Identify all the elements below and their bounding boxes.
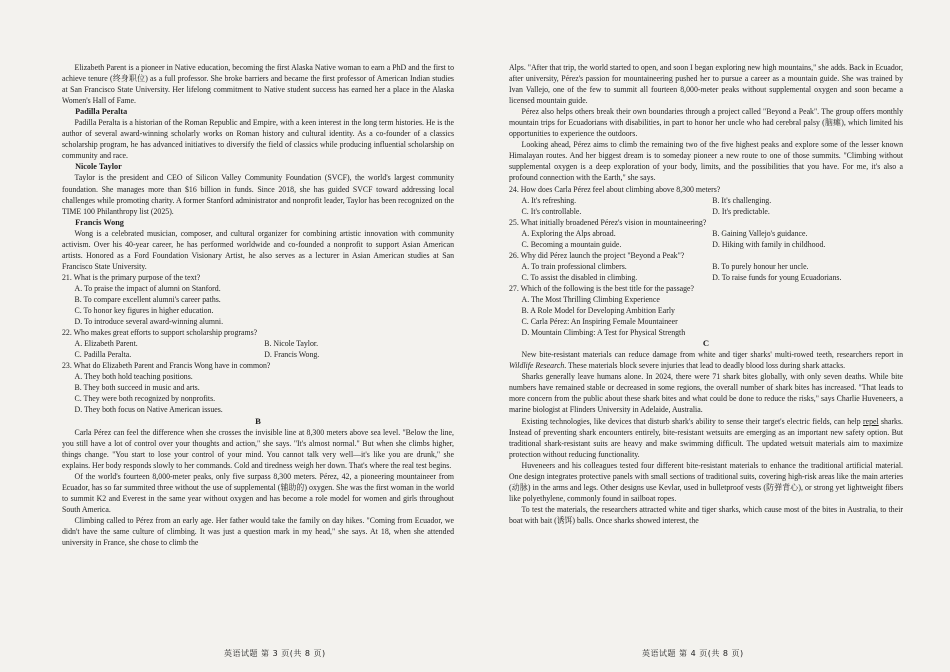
passage-b-p2: Of the world's fourteen 8,000-meter peaks, only five surpass 8,300 meters. Pérez, 42, a pioneering mountaineer from Ecuador, has so far summited three without the use of supplemental (辅助的) oxygen. She was the first woman in the world to summit K2 and Everest in the same year without oxygen and has become a role model for women and girls throughout South America. — [62, 471, 454, 514]
wong-heading: Francis Wong — [75, 217, 124, 227]
option-21d: D. To introduce several award-winning alumni. — [74, 317, 224, 327]
option-22a: A. Elizabeth Parent. — [74, 339, 138, 349]
option-25d: D. Hiking with family in childhood. — [712, 239, 826, 249]
passage-c-p5: To test the materials, the researchers attracted white and tiger sharks, which cause most of the bites in Australia, to their boat with bait (诱饵) balls. Once sharks showed interest, the — [509, 504, 903, 525]
option-24b: B. It's challenging. — [712, 195, 772, 205]
question-23: 23. What do Elizabeth Parent and Francis Wong have in common? — [62, 361, 271, 371]
option-23a: A. They both hold teaching positions. — [74, 372, 193, 382]
option-27d: D. Mountain Climbing: A Test for Physical Strength — [521, 328, 686, 338]
page-4-footer: 英语试题 第 4 页(共 8 页) — [642, 649, 744, 658]
passage-c-p1-start: New bite-resistant materials can reduce damage from white and tiger sharks' multi-rowed teeth, researchers report in — [521, 350, 903, 360]
option-21a: A. To praise the impact of alumni on Stanford. — [74, 283, 221, 293]
taylor-heading: Nicole Taylor — [75, 162, 122, 172]
option-24d: D. It's predictable. — [712, 206, 770, 216]
option-21c: C. To honor key figures in higher education. — [74, 306, 214, 316]
option-24a: A. It's refreshing. — [521, 195, 577, 205]
wong-bio: Wong is a celebrated musician, composer, and cultural organizer for combining artistic innovation with community activism. Over his 40-year career, he has performed worldwide and co-founded a nonprofit to support Asian American artists. Honored as a Ford Foundation Visionary Artist, he also serves as a lecturer in Asian American studies at San Francisco State University. — [62, 228, 454, 271]
taylor-bio: Taylor is the president and CEO of Silicon Valley Community Foundation (SVCF), the world's largest community foundation. She manages more than $16 billion in funds. Since 2018, she has guided SVCF toward addressing local challenges while promoting charity. A former Stanford administrator and nonprofit leader, Taylor has been recognized on the TIME 100 Philanthropy list (2025). — [62, 173, 454, 216]
option-27b: B. A Role Model for Developing Ambition Early — [521, 306, 675, 316]
parent-bio: Elizabeth Parent is a pioneer in Native education, becoming the first Alaska Native woman to earn a PhD and the first to achieve tenure (终身职位) as a full professor. She broke barriers and became the first professor of American Indian studies at San Francisco State University. Her lifelong commitment to Native student success has earned her a place in the Alaska Women's Hall of Fame. — [62, 63, 454, 106]
passage-c-p2: Sharks generally leave humans alone. In 2024, there were 71 shark bites globally, with only seven deaths. While bite numbers have remained stable or decreased in some regions, the overall number of shark bites has increased. "That leads to more concern from the public about these shark bites and what could be done to reduce the risks," says Charlie Huveneers, a marine biologist at Flinders University in Adelaide, Australia. — [509, 372, 903, 415]
section-b-heading: B — [255, 415, 261, 426]
option-25c: C. Becoming a mountain guide. — [521, 239, 622, 249]
passage-b-p1: Carla Pérez can feel the difference when she crosses the invisible line at 8,300 meters above sea level. "Below the line, you still have a lot of control over your thoughts and action," she says. "It's almost normal." But when she climbs higher, things change. "You start to lose your control of your mind. You cannot talk very well—it's like you are drunk," she explains. Her body responds slowly to her commands. Cold and tiredness weigh her down. That's where the real test begins. — [62, 427, 454, 470]
option-27a: A. The Most Thrilling Climbing Experience — [521, 294, 660, 304]
option-26c: C. To assist the disabled in climbing. — [521, 272, 638, 282]
option-25a: A. Exploring the Alps abroad. — [521, 228, 616, 238]
page-4-column — [509, 62, 903, 526]
section-c-heading: C — [702, 338, 710, 349]
question-23-options — [62, 371, 454, 415]
passage-c-p3-start: Existing technologies, like devices that disturb shark's ability to sense their target's electric fields, can help — [521, 416, 863, 426]
question-27: 27. Which of the following is the best title for the passage? — [509, 283, 695, 293]
option-23d: D. They both focus on Native American issues. — [74, 405, 223, 415]
passage-b-p5: Looking ahead, Pérez aims to climb the remaining two of the five highest peaks and explore some of the lesser known Himalayan routes. And her biggest dream is to someday pioneer a new route to one of those summits. "Climbing without supplemental oxygen is a deep exploration of your body, limits, and the possibilities that you have. For me, it's also a profound connection with the Earth," she says. — [509, 140, 903, 183]
option-26a: A. To train professional climbers. — [521, 261, 627, 271]
underlined-word-repel: repel — [863, 416, 879, 426]
passage-c-p1-end: . These materials block severe injuries that lead to deadly blood loss during shark attacks. — [564, 361, 846, 371]
passage-c-p4: Huveneers and his colleagues tested four different bite-resistant materials to enhance the traditional artificial material. One design integrates protective panels with small sections of traditional suits, covering high-risk areas like the main arteries (动脉) in the arms and legs. Other designs use Kevlar, used in bulletproof vests (防弹背心), or strong yet lightweight fibers like polyethylene, commonly found in sailboat ropes. — [509, 460, 903, 503]
page-3-column — [62, 62, 454, 548]
option-24c: C. It's controllable. — [521, 206, 582, 216]
question-26-options — [509, 261, 903, 283]
option-23c: C. They were both recognized by nonprofits. — [74, 394, 216, 404]
question-21-options — [62, 283, 454, 327]
peralta-bio: Padilla Peralta is a historian of the Roman Republic and Empire, with a keen interest in the long term histories. He is the author of several award-winning scholarly works on Roman history and cultural identity. As a co-founder of a classics scholarship program, he has advanced initiatives to diversify the field of classics while producing influential scholarship on community and race. — [62, 118, 454, 161]
option-22c: C. Padilla Peralta. — [74, 350, 132, 360]
passage-c-p1 — [509, 349, 903, 371]
question-22-options — [62, 338, 454, 360]
peralta-heading: Padilla Peralta — [75, 107, 128, 117]
passage-b-p3-continued: Alps. "After that trip, the world started to open, and soon I began exploring new high mountains," she adds. Back in Ecuador, after university, Pérez's passion for mountaineering pushed her to pursue a career as a mountain guide. She was trained by Ivan Vallejo, one of the few to summit all fourteen 8,000-meter peaks without supplemental oxygen and soon became a licensed mountain guide. — [509, 63, 903, 106]
question-22: 22. Who makes great efforts to support scholarship programs? — [62, 328, 258, 338]
option-26b: B. To purely honour her uncle. — [712, 261, 809, 271]
passage-b-p3: Climbing called to Pérez from an early age. Her father would take the family on day hikes. "Coming from Ecuador, we didn't have the same culture of climbing. It was just a question mark in my head," she says. At 18, when she attended university in France, she chose to climb the — [62, 515, 454, 548]
question-25: 25. What initially broadened Pérez's vision in mountaineering? — [509, 217, 707, 227]
question-27-options — [509, 294, 903, 338]
question-24: 24. How does Carla Pérez feel about climbing above 8,300 meters? — [509, 184, 721, 194]
option-27c: C. Carla Pérez: An Inspiring Female Mountaineer — [521, 317, 678, 327]
option-26d: D. To raise funds for young Ecuadorians. — [712, 272, 842, 282]
passage-b-p4: Pérez also helps others break their own boundaries through a project called "Beyond a Peak". The group offers monthly mountain trips for Ecuadorians with disabilities, in part to honor her uncle who had cerebral palsy (脑瘫), which limited his opportunities to experience the outdoors. — [509, 107, 903, 139]
option-25b: B. Gaining Vallejo's guidance. — [712, 228, 808, 238]
option-21b: B. To compare excellent alumni's career paths. — [74, 294, 221, 304]
question-26: 26. Why did Pérez launch the project "Beyond a Peak"? — [509, 250, 685, 260]
journal-title: Wildlife Research — [509, 361, 565, 371]
option-22b: B. Nicole Taylor. — [264, 339, 319, 349]
page-3-footer: 英语试题 第 3 页(共 8 页) — [224, 649, 326, 658]
question-25-options — [509, 228, 903, 250]
question-24-options — [509, 195, 903, 217]
option-22d: D. Francis Wong. — [264, 350, 320, 360]
passage-c-p3-end: sharks. Instead of preventing shark encounters entirely, bite-resistant wetsuits are emerging as an important new safety option. But traditional shark-resistant suits are heavy and make swimming difficult. The updated wetsuit materials aim to maximize protection without reducing functionality. — [509, 416, 903, 459]
passage-c-p3 — [509, 416, 903, 460]
option-23b: B. They both succeed in music and arts. — [74, 383, 200, 393]
question-21: 21. What is the primary purpose of the text? — [62, 272, 201, 282]
